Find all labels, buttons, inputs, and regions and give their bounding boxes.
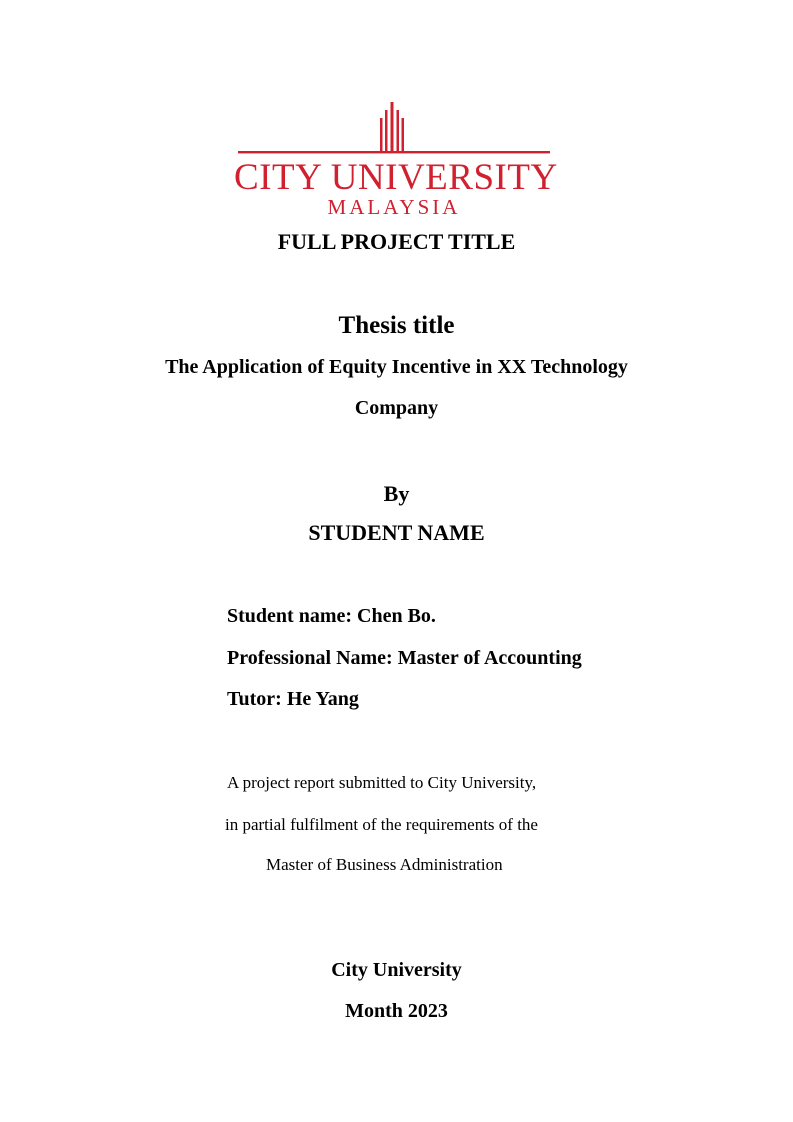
thesis-title-line2: Company <box>354 397 439 419</box>
thesis-title-line1: The Application of Equity Incentive in XX Technology <box>165 356 628 378</box>
student-name: Student name: Chen Bo. <box>227 605 436 627</box>
project-heading: FULL PROJECT TITLE <box>277 229 516 254</box>
submission-line1: A project report submitted to City University, <box>227 773 537 792</box>
institution: City University <box>331 959 462 981</box>
professional-name: Professional Name: Master of Accounting <box>227 647 582 669</box>
by-label: By <box>383 481 410 506</box>
logo-wordmark: CITY UNIVERSITY <box>234 157 558 198</box>
university-logo <box>234 100 558 220</box>
submission-date: Month 2023 <box>345 1000 448 1022</box>
logo-country: MALAYSIA <box>327 195 461 219</box>
submission-line2: in partial fulfilment of the requirements of the <box>225 815 538 834</box>
submission-line3: Master of Business Administration <box>266 855 503 874</box>
tutor: Tutor: He Yang <box>227 688 359 710</box>
student-name-placeholder: STUDENT NAME <box>308 520 485 545</box>
tower-icon <box>234 100 554 160</box>
thesis-heading: Thesis title <box>338 312 455 339</box>
